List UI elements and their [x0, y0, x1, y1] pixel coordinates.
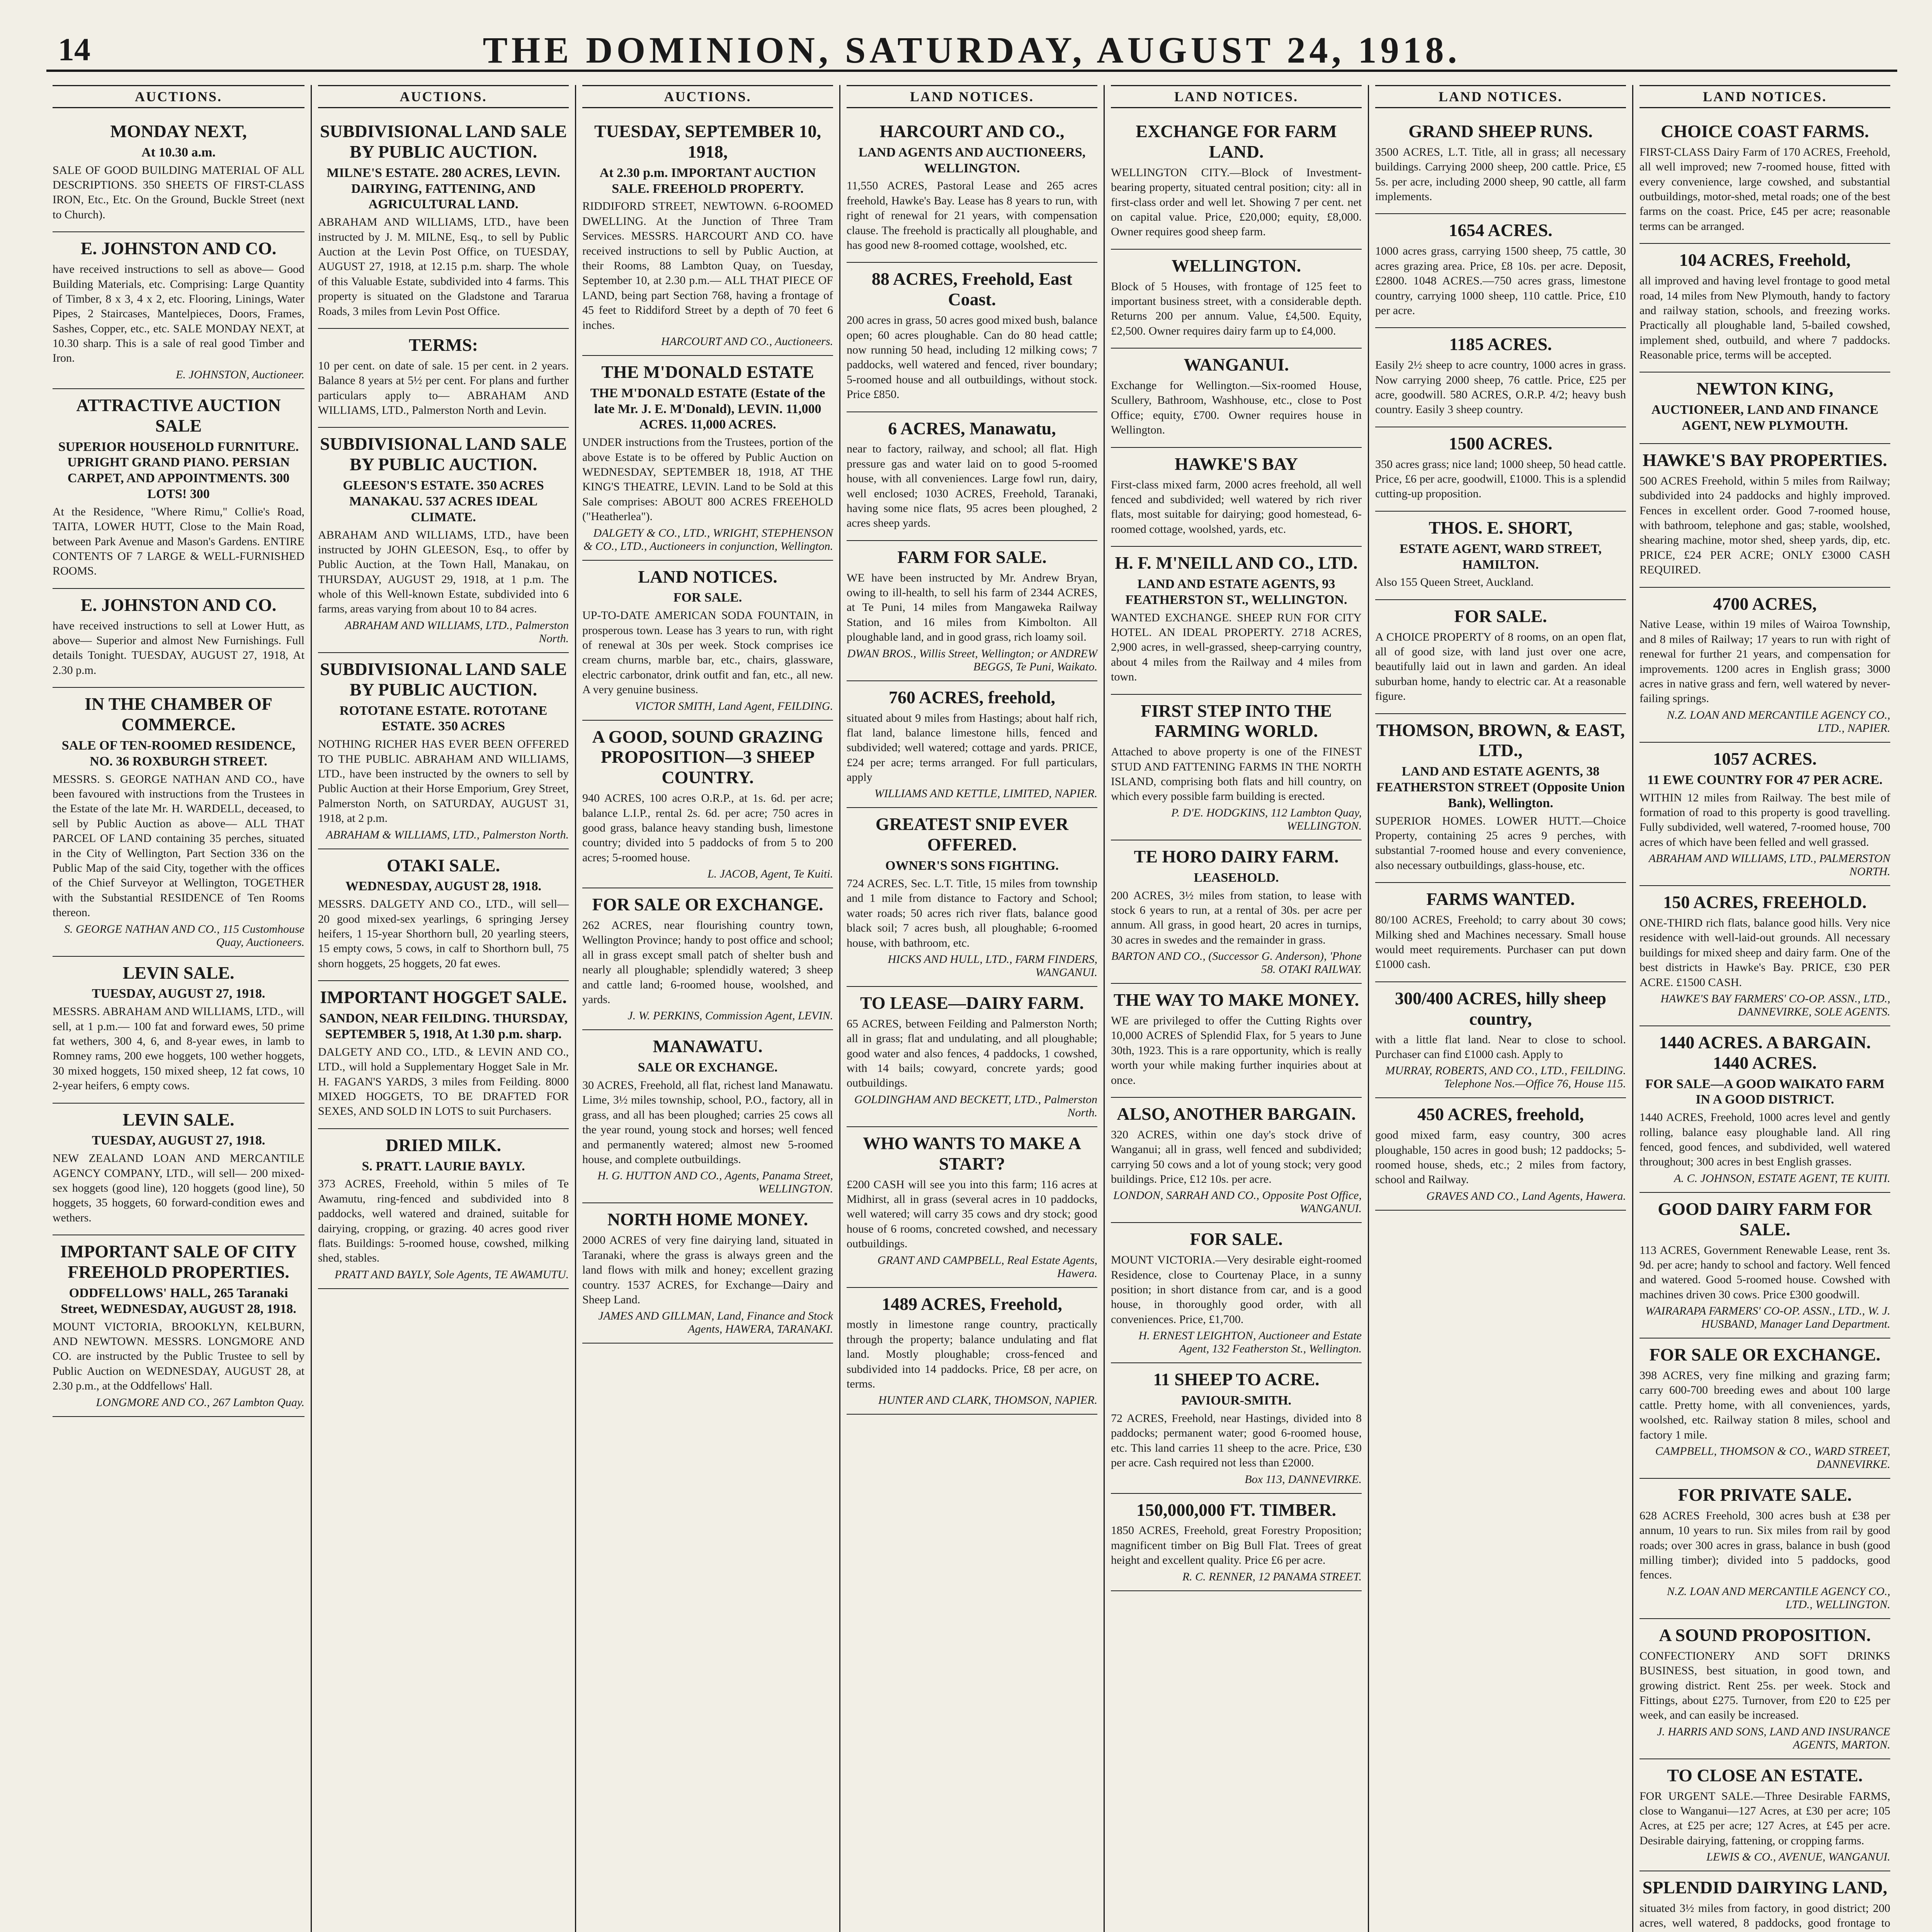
classified-ad: [318, 849, 569, 981]
classified-ad: [1639, 1759, 1890, 1871]
ad-body: MESSRS. ABRAHAM AND WILLIAMS, LTD., will sell, at 1 p.m.— 100 fat and forward ewes, 50 prime fat wethers, 300 4, 6, and 8-year ewes, in lamb to Romney rams, 200 ewe hoggets, 100 wether hoggets, 30 mixed hoggets, 150 mixed sheep, 12 fat cows, 10 2-year heifers, 6 empty cows.: [53, 1005, 304, 1092]
classified-ad: [318, 428, 569, 653]
ad-title: ATTRACTIVE AUCTION SALE: [76, 395, 281, 435]
ad-body: MOUNT VICTORIA, BROOKLYN, KELBURN, AND NEWTOWN. MESSRS. LONGMORE AND CO. are instructed by the Public Trustee to sell by Public Auction on WEDNESDAY, AUGUST 28, at 2.30 p.m., at the Oddfellows' Hall.: [53, 1320, 304, 1393]
ad-subtitle: ESTATE AGENT, WARD STREET, HAMILTON.: [1399, 541, 1602, 572]
ad-signature: H. ERNEST LEIGHTON, Auctioneer and Estate Agent, 132 Featherston St., Wellington.: [1138, 1329, 1362, 1355]
ad-signature: ABRAHAM AND WILLIAMS, LTD., PALMERSTON NORTH.: [1648, 852, 1890, 878]
ad-title: FIRST STEP INTO THE FARMING WORLD.: [1141, 701, 1332, 741]
ad-body: WANTED EXCHANGE. SHEEP RUN FOR CITY HOTEL. AN IDEAL PROPERTY. 2718 ACRES, 2,900 acres, in well-grassed, sheep-carrying country, about 4 miles from the Railway and 4 miles from town.: [1111, 611, 1362, 684]
ad-title: 1440 ACRES. A BARGAIN. 1440 ACRES.: [1659, 1032, 1871, 1073]
ad-signature: MURRAY, ROBERTS, AND CO., LTD., FEILDING. Telephone Nos.—Office 76, House 115.: [1385, 1064, 1626, 1090]
ad-subtitle: GLEESON'S ESTATE. 350 ACRES MANAKAU. 537 ACRES IDEAL CLIMATE.: [343, 478, 544, 524]
classified-ad: [1639, 1338, 1890, 1479]
classified-ad: [1639, 1193, 1890, 1338]
ad-body: 1850 ACRES, Freehold, great Forestry Proposition; magnificent timber on Big Bull Flat. Trees of great height and excellent quality. Price £6 per acre.: [1111, 1524, 1362, 1567]
classified-ad: [53, 1104, 304, 1236]
classified-ad: [1111, 1363, 1362, 1493]
ad-signature: PRATT AND BAYLY, Sole Agents, TE AWAMUTU.: [334, 1268, 569, 1281]
ad-title: HAWKE'S BAY: [1174, 454, 1298, 474]
ad-body: WE have been instructed by Mr. Andrew Bryan, owing to ill-health, to sell his farm of 2344 ACRES, at Te Puni, 14 miles from Mangaweka Railway Station, and 16 miles from Kimbolton. All ploughable land, and in good grass, rich loamy soil.: [847, 571, 1097, 644]
ad-body: 724 ACRES, Sec. L.T. Title, 15 miles from township and 1 mile from distance to Factory and School; water roads; 50 acres rich river flats, balance good black soil; 7 acres bush, all ploughable; 6-roomed house, with bathroom, etc.: [847, 877, 1097, 949]
classified-ad: [582, 561, 833, 721]
ad-body: 200 ACRES, 3½ miles from station, to lease with stock 6 years to run, at a rental of 30s. per acre per annum. All grass, in good heart, 20 acres in turnips, 30 acres in swedes and the remainder in grass.: [1111, 889, 1362, 946]
ad-body: Attached to above property is one of the FINEST STUD AND FATTENING FARMS IN THE NORTH ISLAND, comprising both flats and hill country, on which every possible farm building is erected.: [1111, 745, 1362, 803]
column-heading: AUCTIONS.: [53, 85, 304, 108]
ad-title: 1057 ACRES.: [1713, 748, 1817, 769]
ad-body: Also 155 Queen Street, Auckland.: [1375, 576, 1534, 589]
ad-body: 10 per cent. on date of sale. 15 per cent. in 2 years. Balance 8 years at 5½ per cent. For plans and further particulars apply to— ABRAHAM AND WILLIAMS, LTD., Palmerston North and Levin.: [318, 359, 569, 417]
ad-body: near to factory, railway, and school; all flat. High pressure gas and water laid on to good 5-roomed house, with all conveniences. Large fowl run, dairy, well enclosed; 1030 ACRES, Freehold, Taranaki, having some nice flats, 95 acres been ploughed, 2 acres sheep yards.: [847, 442, 1097, 530]
ad-subtitle: PAVIOUR-SMITH.: [1181, 1393, 1291, 1408]
ad-body: 80/100 ACRES, Freehold; to carry about 30 cows; Milking shed and Machines necessary. Small house would meet requirements. Purchaser can put down £1000 cash.: [1375, 913, 1626, 971]
classified-ad: [582, 888, 833, 1030]
ad-title: 1489 ACRES, Freehold,: [882, 1294, 1062, 1314]
ad-title: WELLINGTON.: [1171, 255, 1301, 276]
classified-ad: [847, 412, 1097, 541]
ad-title: A GOOD, SOUND GRAZING PROPOSITION—3 SHEEP COUNTRY.: [592, 726, 823, 787]
ad-title: HAWKE'S BAY PROPERTIES.: [1643, 450, 1887, 470]
ad-title: FOR SALE OR EXCHANGE.: [592, 895, 823, 915]
ad-title: 150,000,000 FT. TIMBER.: [1136, 1500, 1337, 1520]
classified-ad: [847, 541, 1097, 681]
ad-signature: GRAVES AND CO., Land Agents, Hawera.: [1426, 1189, 1626, 1202]
classified-ad: [53, 389, 304, 589]
classified-ad: [1375, 883, 1626, 982]
ad-body: DALGETY AND CO., LTD., & LEVIN AND CO., LTD., will hold a Supplementary Hogget Sale in Mr. H. FAGAN'S YARDS, 3 miles from Feilding. 8000 MIXED HOGGETS, TO BE DRAFTED FOR SEXES, AND SOLD IN LOTS to suit Purchasers.: [318, 1045, 569, 1118]
ad-title: TO CLOSE AN ESTATE.: [1667, 1765, 1863, 1785]
ad-title: 6 ACRES, Manawatu,: [888, 418, 1056, 438]
ad-body: 350 acres grass; nice land; 1000 sheep, 50 head cattle. Price, £6 per acre, goodwill, £1000. This is a splendid cutting-up proposition.: [1375, 457, 1626, 500]
ad-subtitle: FOR SALE.: [673, 590, 742, 605]
classified-ad: [1111, 250, 1362, 349]
classified-ad: [1375, 328, 1626, 427]
ad-body: RIDDIFORD STREET, NEWTOWN. 6-ROOMED DWELLING. At the Junction of Three Tram Services. MESSRS. HARCOURT AND CO. have received instructions to sell by Public Auction, at their Rooms, 88 Lambton Quay, on Tuesday, September 10, at 2.30 p.m.— ALL THAT PIECE OF LAND, being part Section 768, having a frontage of 45 feet to Riddiford Street by a depth of 70 feet 6 inches.: [582, 200, 833, 332]
classified-ad: [318, 981, 569, 1129]
ad-subtitle: 11 EWE COUNTRY FOR 47 PER ACRE.: [1647, 772, 1883, 787]
ad-title: 300/400 ACRES, hilly sheep country,: [1395, 988, 1606, 1029]
ad-body: Exchange for Wellington.—Six-roomed House, Scullery, Bathroom, Washhouse, etc., close to Post Office; equity, £700. Owner requires house in Wellington.: [1111, 379, 1362, 437]
ad-signature: DALGETY & CO., LTD., WRIGHT, STEPHENSON & CO., LTD., Auctioneers in conjunction, Wellington.: [583, 526, 833, 553]
ad-body: 30 ACRES, Freehold, all flat, richest land Manawatu. Lime, 3½ miles township, school, P.O., factory, all in grass, and all has been ploughed; carries 25 cows all the year round, young stock and horses; well fenced and permanently watered; almost new 5-roomed house, and complete outbuildings.: [582, 1079, 833, 1166]
classified-ad: [582, 356, 833, 561]
page-number: 14: [58, 32, 90, 68]
ad-signature: N.Z. LOAN AND MERCANTILE AGENCY CO., LTD., WELLINGTON.: [1667, 1585, 1890, 1611]
ad-body: £200 CASH will see you into this farm; 116 acres at Midhirst, all in grass (several acres in 10 paddocks, well watered; will carry 35 cows and dry stock; good house of 6 rooms, concreted cowshed, and necessary outbuildings.: [847, 1178, 1097, 1250]
classified-ad: [1375, 427, 1626, 512]
ad-title: THOS. E. SHORT,: [1429, 517, 1573, 537]
ad-body: WE are privileged to offer the Cutting Rights over 10,000 ACRES of Splendid Flax, for 5 years to June 30th, 1923. This is a rare opportunity, which is really worth your while making further inquiries about at once.: [1111, 1014, 1362, 1087]
classified-ad: [318, 653, 569, 849]
ad-subtitle: AUCTIONEER, LAND AND FINANCE AGENT, NEW PLYMOUTH.: [1651, 403, 1879, 433]
classified-ad: [1375, 512, 1626, 600]
ad-title: TUESDAY, SEPTEMBER 10, 1918,: [594, 121, 821, 162]
classified-ad: [1111, 1223, 1362, 1363]
column-1: [46, 85, 311, 1932]
ad-body: 3500 ACRES, L.T. Title, all in grass; all necessary buildings. Carrying 2000 sheep, 200 cattle. Price, £5 5s. per acre, including 2000 sheep, 90 cattle, all farm implements.: [1375, 145, 1626, 203]
ad-body: SALE OF GOOD BUILDING MATERIAL OF ALL DESCRIPTIONS. 350 SHEETS OF FIRST-CLASS IRON, Etc., Etc. On the Ground, Buckle Street (next to Church).: [53, 163, 304, 221]
ad-body: NOTHING RICHER HAS EVER BEEN OFFERED TO THE PUBLIC. ABRAHAM AND WILLIAMS, LTD., have been instructed by the owners to sell by Public Auction at their Horse Emporium, Grey Street, Palmerston North, on SATURDAY, AUGUST 31, 1918, at 2 p.m.: [318, 738, 569, 825]
ad-title: FOR PRIVATE SALE.: [1678, 1485, 1852, 1505]
column-heading: AUCTIONS.: [318, 85, 569, 108]
ad-signature: N.Z. LOAN AND MERCANTILE AGENCY CO., LTD., NAPIER.: [1667, 708, 1890, 735]
column-4: [839, 85, 1104, 1932]
ad-body: CONFECTIONERY AND SOFT DRINKS BUSINESS, best situation, in good town, and growing district. Rent 25s. per week. Stock and Fittings, about £275. Turnover, from £20 to £25 per week, and can easily be increased.: [1639, 1649, 1890, 1722]
ad-title: SUBDIVISIONAL LAND SALE BY PUBLIC AUCTION.: [320, 434, 567, 474]
classified-ad: [1375, 115, 1626, 214]
column-6: [1368, 85, 1632, 1932]
masthead-title: THE DOMINION, SATURDAY, AUGUST 24, 1918.: [483, 29, 1461, 71]
ad-title: MANAWATU.: [653, 1036, 763, 1056]
classified-ad: [1639, 1026, 1890, 1193]
ad-title: E. JOHNSTON AND CO.: [80, 595, 277, 615]
ad-body: mostly in limestone range country, practically through the property; balance undulating and flat land. Mostly ploughable; cross-fenced and subdivided into 14 paddocks. Price, £8 per acre, on terms.: [847, 1318, 1097, 1391]
ad-signature: HAWKE'S BAY FARMERS' CO-OP. ASSN., LTD., DANNEVIRKE, SOLE AGENTS.: [1660, 992, 1890, 1018]
ad-title: 4700 ACRES,: [1713, 594, 1817, 614]
ad-subtitle: ODDFELLOWS' HALL, 265 Taranaki Street, WEDNESDAY, AUGUST 28, 1918.: [61, 1286, 296, 1316]
ad-title: FOR SALE OR EXCHANGE.: [1649, 1345, 1881, 1365]
ad-body: 500 ACRES Freehold, within 5 miles from Railway; subdivided into 24 paddocks and highly improved. Fences in excellent order. Good 7-roomed house, with bathroom, telephone and gas; stable, woolshed, shearing machine, motor shed, sheep yards, dip, etc. PRICE, £24 PER ACRE; ONLY £3000 CASH REQUIRED.: [1639, 474, 1890, 577]
ad-body: ABRAHAM AND WILLIAMS, LTD., have been instructed by JOHN GLEESON, Esq., to offer by Public Auction, at the Town Hall, Manakau, on THURSDAY, AUGUST 29, 1918, at 1 p.m. The whole of this Well-known Estate, subdivided into 6 farms, areas varying from about 10 to 84 acres.: [318, 528, 569, 616]
ad-body: NEW ZEALAND LOAN AND MERCANTILE AGENCY COMPANY, LTD., will sell— 200 mixed-sex hoggets (good line), 120 hoggets (good line), 50 hoggets, 35 hoggets, 60 forward-condition ewes and wethers.: [53, 1152, 304, 1224]
ad-body: have received instructions to sell at Lower Hutt, as above— Superior and almost New Furnishings. Full details Tonight. TUESDAY, AUGUST 27, 1918, At 2.30 p.m.: [53, 619, 304, 677]
classified-ad: [1111, 1494, 1362, 1591]
ad-title: 760 ACRES, freehold,: [888, 687, 1056, 707]
classified-ad: [53, 688, 304, 956]
classified-ad: [582, 721, 833, 889]
column-3: [575, 85, 839, 1932]
ad-signature: WAIRARAPA FARMERS' CO-OP. ASSN., LTD., W. J. HUSBAND, Manager Land Department.: [1645, 1304, 1890, 1331]
classified-ad: [53, 232, 304, 389]
ad-subtitle: LEASEHOLD.: [1194, 870, 1279, 885]
ad-title: A SOUND PROPOSITION.: [1659, 1625, 1871, 1645]
ad-body: ONE-THIRD rich flats, balance good hills. Very nice residence with well-laid-out grounds. All necessary buildings for mixed sheep and dairy farm. One of the best districts in Hawke's Bay. PRICE, £30 PER ACRE. £1500 CASH.: [1639, 916, 1890, 989]
ad-body: MESSRS. S. GEORGE NATHAN AND CO., have been favoured with instructions from the Trustees in the Estate of the late Mr. H. WARDELL, deceased, to sell by Public Auction as above— ALL THAT PARCEL OF LAND containing 35 perches, situated in the City of Wellington, Part Section 336 on the Public Map of the said City, together with the offices of the Chief Surveyor at Wellington, TOGETHER with the Substantial RESIDENCE of Ten Rooms thereon.: [53, 772, 304, 919]
classified-ad: [53, 589, 304, 688]
ad-signature: P. D'E. HODGKINS, 112 Lambton Quay, WELLINGTON.: [1171, 806, 1362, 832]
ad-body: 2000 ACRES of very fine dairying land, situated in Taranaki, where the grass is always green and the land flows with milk and honey; excellent grazing country. 1537 ACRES, for Exchange—Dairy and Sheep Land.: [582, 1234, 833, 1306]
ad-signature: LONDON, SARRAH AND CO., Opposite Post Office, WANGANUI.: [1113, 1189, 1362, 1215]
classified-ad: [1375, 214, 1626, 328]
ad-body: At the Residence, "Where Rimu," Collie's Road, TAITA, LOWER HUTT, Close to the Main Road, between Park Avenue and Mason's Gardens. ENTIRE CONTENTS OF 7 LARGE & WELL-FURNISHED ROOMS.: [53, 505, 304, 578]
ad-title: FOR SALE.: [1454, 606, 1547, 626]
ad-title: CHOICE COAST FARMS.: [1661, 121, 1869, 141]
ad-title: MONDAY NEXT,: [110, 121, 247, 141]
ad-title: LEVIN SALE.: [122, 1109, 235, 1129]
ad-title: IN THE CHAMBER OF COMMERCE.: [84, 694, 273, 735]
ad-subtitle: At 10.30 a.m.: [141, 145, 216, 160]
ad-subtitle: S. PRATT. LAURIE BAYLY.: [362, 1159, 525, 1173]
ad-body: WITHIN 12 miles from Railway. The best mile of formation of road to this property is good travelling. Fully subdivided, well watered, 7-roomed house, 700 acres of which have been felled and well grassed.: [1639, 791, 1890, 849]
column-heading: LAND NOTICES.: [1639, 85, 1890, 108]
ad-body: 113 ACRES, Government Renewable Lease, rent 3s. 9d. per acre; handy to school and factory. Well fenced and watered. Good 5-roomed house. Cowshed with machines driven 30 cows. Price £300 goodwill.: [1639, 1243, 1890, 1301]
classified-ad: [1111, 984, 1362, 1098]
classified-ad: [1639, 588, 1890, 743]
classified-ad: [53, 1235, 304, 1417]
ad-subtitle: WEDNESDAY, AUGUST 28, 1918.: [345, 879, 541, 894]
classified-ad: [847, 263, 1097, 412]
ad-title: TO LEASE—DAIRY FARM.: [860, 993, 1084, 1013]
classified-ad: [318, 115, 569, 329]
ad-title: TE HORO DAIRY FARM.: [1134, 846, 1339, 866]
ad-subtitle: THE M'DONALD ESTATE (Estate of the late Mr. J. E. M'Donald), LEVIN. 11,000 ACRES. 11,000 ACRES.: [590, 386, 825, 432]
ad-subtitle: ROTOTANE ESTATE. ROTOTANE ESTATE. 350 ACRES: [339, 703, 548, 734]
ad-title: 150 ACRES, FREEHOLD.: [1663, 892, 1867, 912]
ad-title: THE WAY TO MAKE MONEY.: [1113, 990, 1359, 1010]
ad-body: 200 acres in grass, 50 acres good mixed bush, balance open; 60 acres ploughable. Can do 80 head cattle; now running 50 head, including 12 milking cows; 7 paddocks, well watered and fenced, river boundary; 5-roomed house and all outbuildings, without stock. Price £850.: [847, 314, 1097, 401]
ad-signature: H. G. HUTTON AND CO., Agents, Panama Street, WELLINGTON.: [597, 1169, 833, 1196]
ad-body: 373 ACRES, Freehold, within 5 miles of Te Awamutu, ring-fenced and subdivided into 8 paddocks, well watered and drained, suitable for dairying, cropping, or grazing. 40 acres good river flats. Buildings: 5-roomed house, cowshed, milking shed, stables.: [318, 1177, 569, 1265]
classified-ad: [1111, 547, 1362, 694]
ad-signature: Box 113, DANNEVIRKE.: [1245, 1473, 1362, 1486]
ad-signature: S. GEORGE NATHAN AND CO., 115 Customhouse Quay, Auctioneers.: [64, 922, 304, 949]
ad-signature: BARTON AND CO., (Successor G. Anderson), 'Phone 58. OTAKI RAILWAY.: [1111, 950, 1362, 976]
classified-ad: [1639, 743, 1890, 886]
classified-ad: [1639, 244, 1890, 372]
ad-body: UP-TO-DATE AMERICAN SODA FOUNTAIN, in prosperous town. Lease has 3 years to run, with right of renewal at 30s per week. Stock comprises ice cream churns, marble bar, etc., chairs, glassware, electric carbonator, drink outfit and fan, etc., all new. A very genuine business.: [582, 609, 833, 696]
column-heading: AUCTIONS.: [582, 85, 833, 108]
classified-ad: [1639, 115, 1890, 244]
ad-subtitle: SALE OF TEN-ROOMED RESIDENCE, NO. 36 ROXBURGH STREET.: [61, 738, 296, 769]
ad-body: FIRST-CLASS Dairy Farm of 170 ACRES, Freehold, all well improved; new 7-roomed house, fitted with every convenience, large cowshed, and substantial outbuildings, motor-shed, metal roads; one of the best farms on the coast. Price, £45 per acre; reasonable terms can be arranged.: [1639, 145, 1890, 233]
ad-body: MOUNT VICTORIA.—Very desirable eight-roomed Residence, close to Courtenay Place, in a sunny position; in short distance from car, and is a good house, in thoroughly good order, with all conveniences. Price, £1,700.: [1111, 1253, 1362, 1326]
ad-body: 1440 ACRES, Freehold, 1000 acres level and gently rolling, balance easy ploughable land. All ring fenced, good fences, and subdivided, well watered throughout; 300 acres in best English grasses.: [1639, 1111, 1890, 1168]
ad-title: HARCOURT AND CO.,: [879, 121, 1065, 141]
classified-ad: [847, 1288, 1097, 1415]
ad-signature: A. C. JOHNSON, ESTATE AGENT, TE KUITI.: [1674, 1172, 1890, 1185]
ad-title: FARMS WANTED.: [1426, 889, 1575, 909]
column-heading: LAND NOTICES.: [847, 85, 1097, 108]
ad-title: GOOD DAIRY FARM FOR SALE.: [1658, 1199, 1872, 1239]
ad-subtitle: SALE OR EXCHANGE.: [638, 1060, 778, 1075]
ad-body: 628 ACRES Freehold, 300 acres bush at £38 per annum, 10 years to run. Six miles from rail by good roads; over 300 acres in grass, balance in bush (good milling timber); divided into 5 paddocks, good fences.: [1639, 1509, 1890, 1582]
classified-ad: [53, 115, 304, 232]
ad-signature: VICTOR SMITH, Land Agent, FEILDING.: [634, 699, 833, 713]
ad-title: 1654 ACRES.: [1449, 220, 1553, 240]
ad-title: IMPORTANT HOGGET SALE.: [320, 987, 567, 1007]
ad-title: NORTH HOME MONEY.: [607, 1209, 808, 1230]
ad-title: SUBDIVISIONAL LAND SALE BY PUBLIC AUCTION.: [320, 659, 567, 699]
ad-body: A CHOICE PROPERTY of 8 rooms, on an open flat, all of good size, with land just over one acre, beautifully laid out in lawn and garden. An ideal suburban home, handy to electric car. At a reasonable figure.: [1375, 630, 1626, 703]
classified-ad: [847, 987, 1097, 1127]
ad-title: DRIED MILK.: [385, 1135, 502, 1155]
classified-ad: [1111, 840, 1362, 984]
ad-signature: L. JACOB, Agent, Te Kuiti.: [707, 867, 833, 881]
ad-title: THOMSON, BROWN, & EAST, LTD.,: [1376, 720, 1625, 760]
ad-signature: LEWIS & CO., AVENUE, WANGANUI.: [1706, 1850, 1890, 1864]
ad-signature: GOLDINGHAM AND BECKETT, LTD., Palmerston North.: [854, 1093, 1097, 1119]
ad-signature: GRANT AND CAMPBELL, Real Estate Agents, Hawera.: [877, 1253, 1097, 1280]
classified-ad: [318, 1129, 569, 1289]
classified-ad: [1111, 695, 1362, 840]
ad-title: NEWTON KING,: [1696, 379, 1833, 399]
classified-ad: [1111, 448, 1362, 547]
classified-ad: [1111, 1098, 1362, 1223]
ad-title: GREATEST SNIP EVER OFFERED.: [875, 814, 1069, 855]
ad-title: LEVIN SALE.: [122, 963, 235, 983]
ad-signature: WILLIAMS AND KETTLE, LIMITED, NAPIER.: [874, 787, 1097, 800]
ad-title: OTAKI SALE.: [386, 855, 500, 875]
ad-title: WANGANUI.: [1184, 355, 1289, 375]
classified-ad: [1639, 1871, 1890, 1932]
ad-body: 11,550 ACRES, Pastoral Lease and 265 acres freehold, Hawke's Bay. Lease has 8 years to run, with right of renewal for 21 years, with compensation clause. The freehold is practically all ploughable, and has good new 8-roomed cottage, woolshed, etc.: [847, 179, 1097, 252]
ad-body: Block of 5 Houses, with frontage of 125 feet to important business street, with a considerable depth. Returns 200 per annum. Value, £4,500. Equity, £2,500. Owner requires dairy farm up to £4,000.: [1111, 280, 1362, 337]
ad-title: GRAND SHEEP RUNS.: [1408, 121, 1593, 141]
ad-body: 940 ACRES, 100 acres O.R.P., at 1s. 6d. per acre; balance L.I.P., rental 2s. 6d. per acre; 750 acres in good grass, balance heavy standing bush, limestone country; divided into 5 paddocks of from 5 to 200 acres; 5-roomed house.: [582, 792, 833, 864]
ad-body: have received instructions to sell as above— Good Building Materials, etc. Comprising: Large Quantity of Timber, 8 x 3, 4 x 2, etc. Flooring, Linings, Water Pipes, 2 Staircases, Mantelpieces, Doors, Frames, Sashes, Copper, etc., etc. SALE MONDAY NEXT, at 10.30 sharp. This is a sale of real good Timber and Iron.: [53, 263, 304, 365]
ad-subtitle: SANDON, NEAR FEILDING. THURSDAY, SEPTEMBER 5, 1918, At 1.30 p.m. sharp.: [319, 1011, 568, 1041]
ad-signature: HUNTER AND CLARK, THOMSON, NAPIER.: [878, 1394, 1097, 1407]
ad-title: ALSO, ANOTHER BARGAIN.: [1117, 1104, 1356, 1124]
ad-signature: DWAN BROS., Willis Street, Wellington; or ANDREW BEGGS, Te Puni, Waikato.: [847, 647, 1097, 673]
ad-title: 1500 ACRES.: [1449, 433, 1553, 453]
ad-signature: ABRAHAM & WILLIAMS, LTD., Palmerston North.: [326, 828, 569, 841]
ad-subtitle: At 2.30 p.m. IMPORTANT AUCTION SALE. FREEHOLD PROPERTY.: [599, 165, 816, 196]
ad-title: THE M'DONALD ESTATE: [601, 362, 814, 382]
classified-ad: [582, 1030, 833, 1203]
ad-body: 320 ACRES, within one day's stock drive of Wanganui; all in grass, well fenced and subdivided; carrying 50 cows and a lot of young stock; very good buildings. Price, £12 10s. per acre.: [1111, 1128, 1362, 1186]
ad-signature: LONGMORE AND CO., 267 Lambton Quay.: [96, 1396, 304, 1409]
ad-subtitle: TUESDAY, AUGUST 27, 1918.: [92, 986, 265, 1001]
classified-ad: [53, 957, 304, 1104]
ad-subtitle: LAND AND ESTATE AGENTS, 38 FEATHERSTON STREET (Opposite Union Bank), Wellington.: [1376, 764, 1625, 810]
classified-ad: [1639, 886, 1890, 1026]
classified-ad: [1639, 444, 1890, 588]
classified-ad: [1375, 982, 1626, 1099]
ad-signature: J. HARRIS AND SONS, LAND AND INSURANCE AGENTS, MARTON.: [1657, 1725, 1890, 1751]
column-heading: LAND NOTICES.: [1111, 85, 1362, 108]
ad-subtitle: TUESDAY, AUGUST 27, 1918.: [92, 1133, 265, 1148]
ad-signature: E. JOHNSTON, Auctioneer.: [175, 368, 304, 381]
ad-body: MESSRS. DALGETY AND CO., LTD., will sell— 20 good mixed-sex yearlings, 6 springing Jersey heifers, 1 15-year Shorthorn bull, 20 yearling steers, 15 empty cows, 5 cows, in calf to Shorthorn bull, 75 shorn hoggets, 25 hoggets, 20 fat ewes.: [318, 898, 569, 970]
ad-signature: CAMPBELL, THOMSON & CO., WARD STREET, DANNEVIRKE.: [1655, 1445, 1890, 1471]
ad-body: 398 ACRES, very fine milking and grazing farm; carry 600-700 breeding ewes and about 100 large cattle. Pretty home, with all conveniences, yards, woolshed, etc. Railway station 8 miles, school and factory 1 mile.: [1639, 1369, 1890, 1441]
ad-body: 65 ACRES, between Feilding and Palmerston North; all in grass; flat and undulating, and all ploughable; good water and also fences, 4 paddocks, 1 cowshed, with 14 bails; cowyard, concrete yards; good outbuildings.: [847, 1017, 1097, 1090]
ad-title: 104 ACRES, Freehold,: [1679, 250, 1851, 270]
classified-ad: [1375, 600, 1626, 714]
ad-signature: J. W. PERKINS, Commission Agent, LEVIN.: [628, 1009, 833, 1022]
classified-ad: [847, 115, 1097, 263]
ad-signature: HARCOURT AND CO., Auctioneers.: [661, 335, 833, 348]
ad-body: SUPERIOR HOMES. LOWER HUTT.—Choice Property, containing 25 acres 9 perches, with substantial 7-roomed house and every convenience, also necessary outbuildings, glass-house, etc.: [1375, 814, 1626, 872]
ad-signature: HICKS AND HULL, LTD., FARM FINDERS, WANGANUI.: [888, 953, 1097, 979]
ad-body: WELLINGTON CITY.—Block of Investment-bearing property, situated central position; city: all in first-class order and well let. Showing 7 per cent. net on capital value. Price, £20,000; equity, £8,000. Owner requires good sheep farm.: [1111, 166, 1362, 238]
column-2: [311, 85, 575, 1932]
masthead: [46, 27, 1897, 72]
ad-subtitle: SUPERIOR HOUSEHOLD FURNITURE. UPRIGHT GRAND PIANO. PERSIAN CARPET, AND APPOINTMENTS. 300 LOTS! 300: [58, 439, 299, 502]
classified-columns: [46, 85, 1897, 1932]
ad-body: 262 ACRES, near flourishing country town, Wellington Province; handy to post office and school; all in grass except small patch of shelter bush and nearly all ploughable; splendidly watered; 3 sheep and cattle land; 6-roomed house, woolshed, and yards.: [582, 919, 833, 1006]
ad-body: UNDER instructions from the Trustees, portion of the above Estate is to be offered by Public Auction on WEDNESDAY, SEPTEMBER 18, 1918, AT THE KING'S THEATRE, LEVIN. Land to be Sold at this Sale comprises: ABOUT 800 ACRES FREEHOLD ("Heatherlea").: [582, 436, 833, 523]
ad-title: FOR SALE.: [1190, 1229, 1283, 1249]
classified-ad: [318, 329, 569, 428]
ad-title: WHO WANTS TO MAKE A START?: [863, 1133, 1081, 1173]
classified-ad: [1375, 714, 1626, 883]
ad-subtitle: LAND AGENTS AND AUCTIONEERS, WELLINGTON.: [858, 145, 1086, 175]
ad-subtitle: OWNER'S SONS FIGHTING.: [885, 859, 1059, 873]
classified-ad: [582, 115, 833, 356]
ad-signature: JAMES AND GILLMAN, Land, Finance and Stock Agents, HAWERA, TARANAKI.: [598, 1310, 833, 1336]
classified-ad: [847, 808, 1097, 987]
ad-body: with a little flat land. Near to close to school. Purchaser can find £1000 cash. Apply to: [1375, 1033, 1626, 1061]
ad-body: First-class mixed farm, 2000 acres freehold, all well fenced and subdivided; well watered by rich river flats, most suitable for dairying; good homestead, 6-roomed cottage, woolshed, yards, etc.: [1111, 478, 1362, 536]
ad-body: ABRAHAM AND WILLIAMS, LTD., have been instructed by J. M. MILNE, Esq., to sell by Public Auction at the Levin Post Office, on TUESDAY, AUGUST 27, 1918, at 12.15 p.m. sharp. The whole of this Valuable Estate, subdivided into 4 farms. This property is situated on the Gladstone and Tararua Roads, 3 miles from Levin Post Office.: [318, 216, 569, 318]
ad-title: 450 ACRES, freehold,: [1417, 1104, 1584, 1124]
ad-title: IMPORTANT SALE OF CITY FREEHOLD PROPERTIES.: [60, 1242, 297, 1282]
ad-body: FOR URGENT SALE.—Three Desirable FARMS, close to Wanganui—127 Acres, at £30 per acre; 105 Acres, at £25 per acre; 127 Acres, at £45 per acre. Desirable dairying, fattening, or cropping farms.: [1639, 1789, 1890, 1847]
classified-ad: [847, 681, 1097, 808]
classified-ad: [1111, 115, 1362, 250]
ad-body: good mixed farm, easy country, 300 acres ploughable, 150 acres in good bush; 12 paddocks; 5-roomed house, sheds, etc.; 2 miles from factory, school and Railway.: [1375, 1129, 1626, 1186]
column-5: [1104, 85, 1368, 1932]
ad-title: E. JOHNSTON AND CO.: [80, 238, 277, 259]
column-7: [1632, 85, 1896, 1932]
ad-title: LAND NOTICES.: [638, 566, 777, 587]
ad-title: 1185 ACRES.: [1449, 334, 1552, 354]
ad-body: situated 3½ miles from factory, in good district; 200 acres, well watered, 8 paddocks, good frontage to: [1639, 1902, 1890, 1930]
ad-body: Native Lease, within 19 miles of Wairoa Township, and 8 miles of Railway; 17 years to run with right of renewal for further 21 years, and compensation for improvements. 1200 acres in English grass; 3000 acres in native grass and fern, well watered by never-failing springs.: [1639, 618, 1890, 705]
ad-title: SUBDIVISIONAL LAND SALE BY PUBLIC AUCTION.: [320, 121, 567, 162]
ad-body: situated about 9 miles from Hastings; about half rich, flat land, balance limestone hills, fenced and subdivided; well watered; cottage and yards. PRICE, £24 per acre; terms arranged. For full particulars, apply: [847, 711, 1097, 784]
classified-ad: [1375, 1098, 1626, 1210]
ad-title: FARM FOR SALE.: [897, 547, 1047, 567]
ad-subtitle: FOR SALE—A GOOD WAIKATO FARM IN A GOOD DISTRICT.: [1645, 1077, 1884, 1107]
column-heading: LAND NOTICES.: [1375, 85, 1626, 108]
ad-body: all improved and having level frontage to good metal road, 14 miles from New Plymouth, handy to factory and railway station, schools, and freezing works. Practically all ploughable land, 5-bailed cowshed, implement shed, outbuild, and where 7 paddocks. Reasonable price, terms will be accepted.: [1639, 274, 1890, 362]
classified-ad: [582, 1203, 833, 1344]
ad-title: 88 ACRES, Freehold, East Coast.: [871, 269, 1073, 310]
ad-body: 72 ACRES, Freehold, near Hastings, divided into 8 paddocks; permanent water; good 6-roomed house, etc. This land carries 11 sheep to the acre. Price, £30 per acre. Cash required not less than £2000.: [1111, 1412, 1362, 1469]
ad-subtitle: MILNE'S ESTATE. 280 ACRES, LEVIN. DAIRYING, FATTENING, AND AGRICULTURAL LAND.: [327, 165, 560, 212]
classified-ad: [1639, 1479, 1890, 1619]
ad-title: TERMS:: [409, 335, 478, 355]
classified-ad: [1639, 372, 1890, 444]
ad-signature: R. C. RENNER, 12 PANAMA STREET.: [1182, 1570, 1362, 1583]
ad-signature: ABRAHAM AND WILLIAMS, LTD., Palmerston North.: [345, 619, 569, 645]
ad-subtitle: LAND AND ESTATE AGENTS, 93 FEATHERSTON ST., WELLINGTON.: [1125, 577, 1347, 607]
ad-title: H. F. M'NEILL AND CO., LTD.: [1115, 553, 1358, 573]
ad-body: 1000 acres grass, carrying 1500 sheep, 75 cattle, 30 acres grazing area. Price, £8 10s. per acre. Deposit, £2800. 1048 ACRES.—750 acres grass, limestone country, carrying 1000 sheep, 110 cattle. Price, £10 per acre.: [1375, 245, 1626, 317]
classified-ad: [847, 1127, 1097, 1288]
classified-ad: [1639, 1619, 1890, 1759]
classified-ad: [1111, 349, 1362, 447]
ad-body: Easily 2½ sheep to acre country, 1000 acres in grass. Now carrying 2000 sheep, 76 cattle. Price, £25 per acre, goodwill. 580 ACRES, O.R.P. 4/2; heavy bush country. Easily 3 sheep country.: [1375, 359, 1626, 416]
ad-title: EXCHANGE FOR FARM LAND.: [1136, 121, 1337, 162]
ad-title: SPLENDID DAIRYING LAND,: [1642, 1878, 1888, 1898]
ad-title: 11 SHEEP TO ACRE.: [1153, 1369, 1320, 1389]
